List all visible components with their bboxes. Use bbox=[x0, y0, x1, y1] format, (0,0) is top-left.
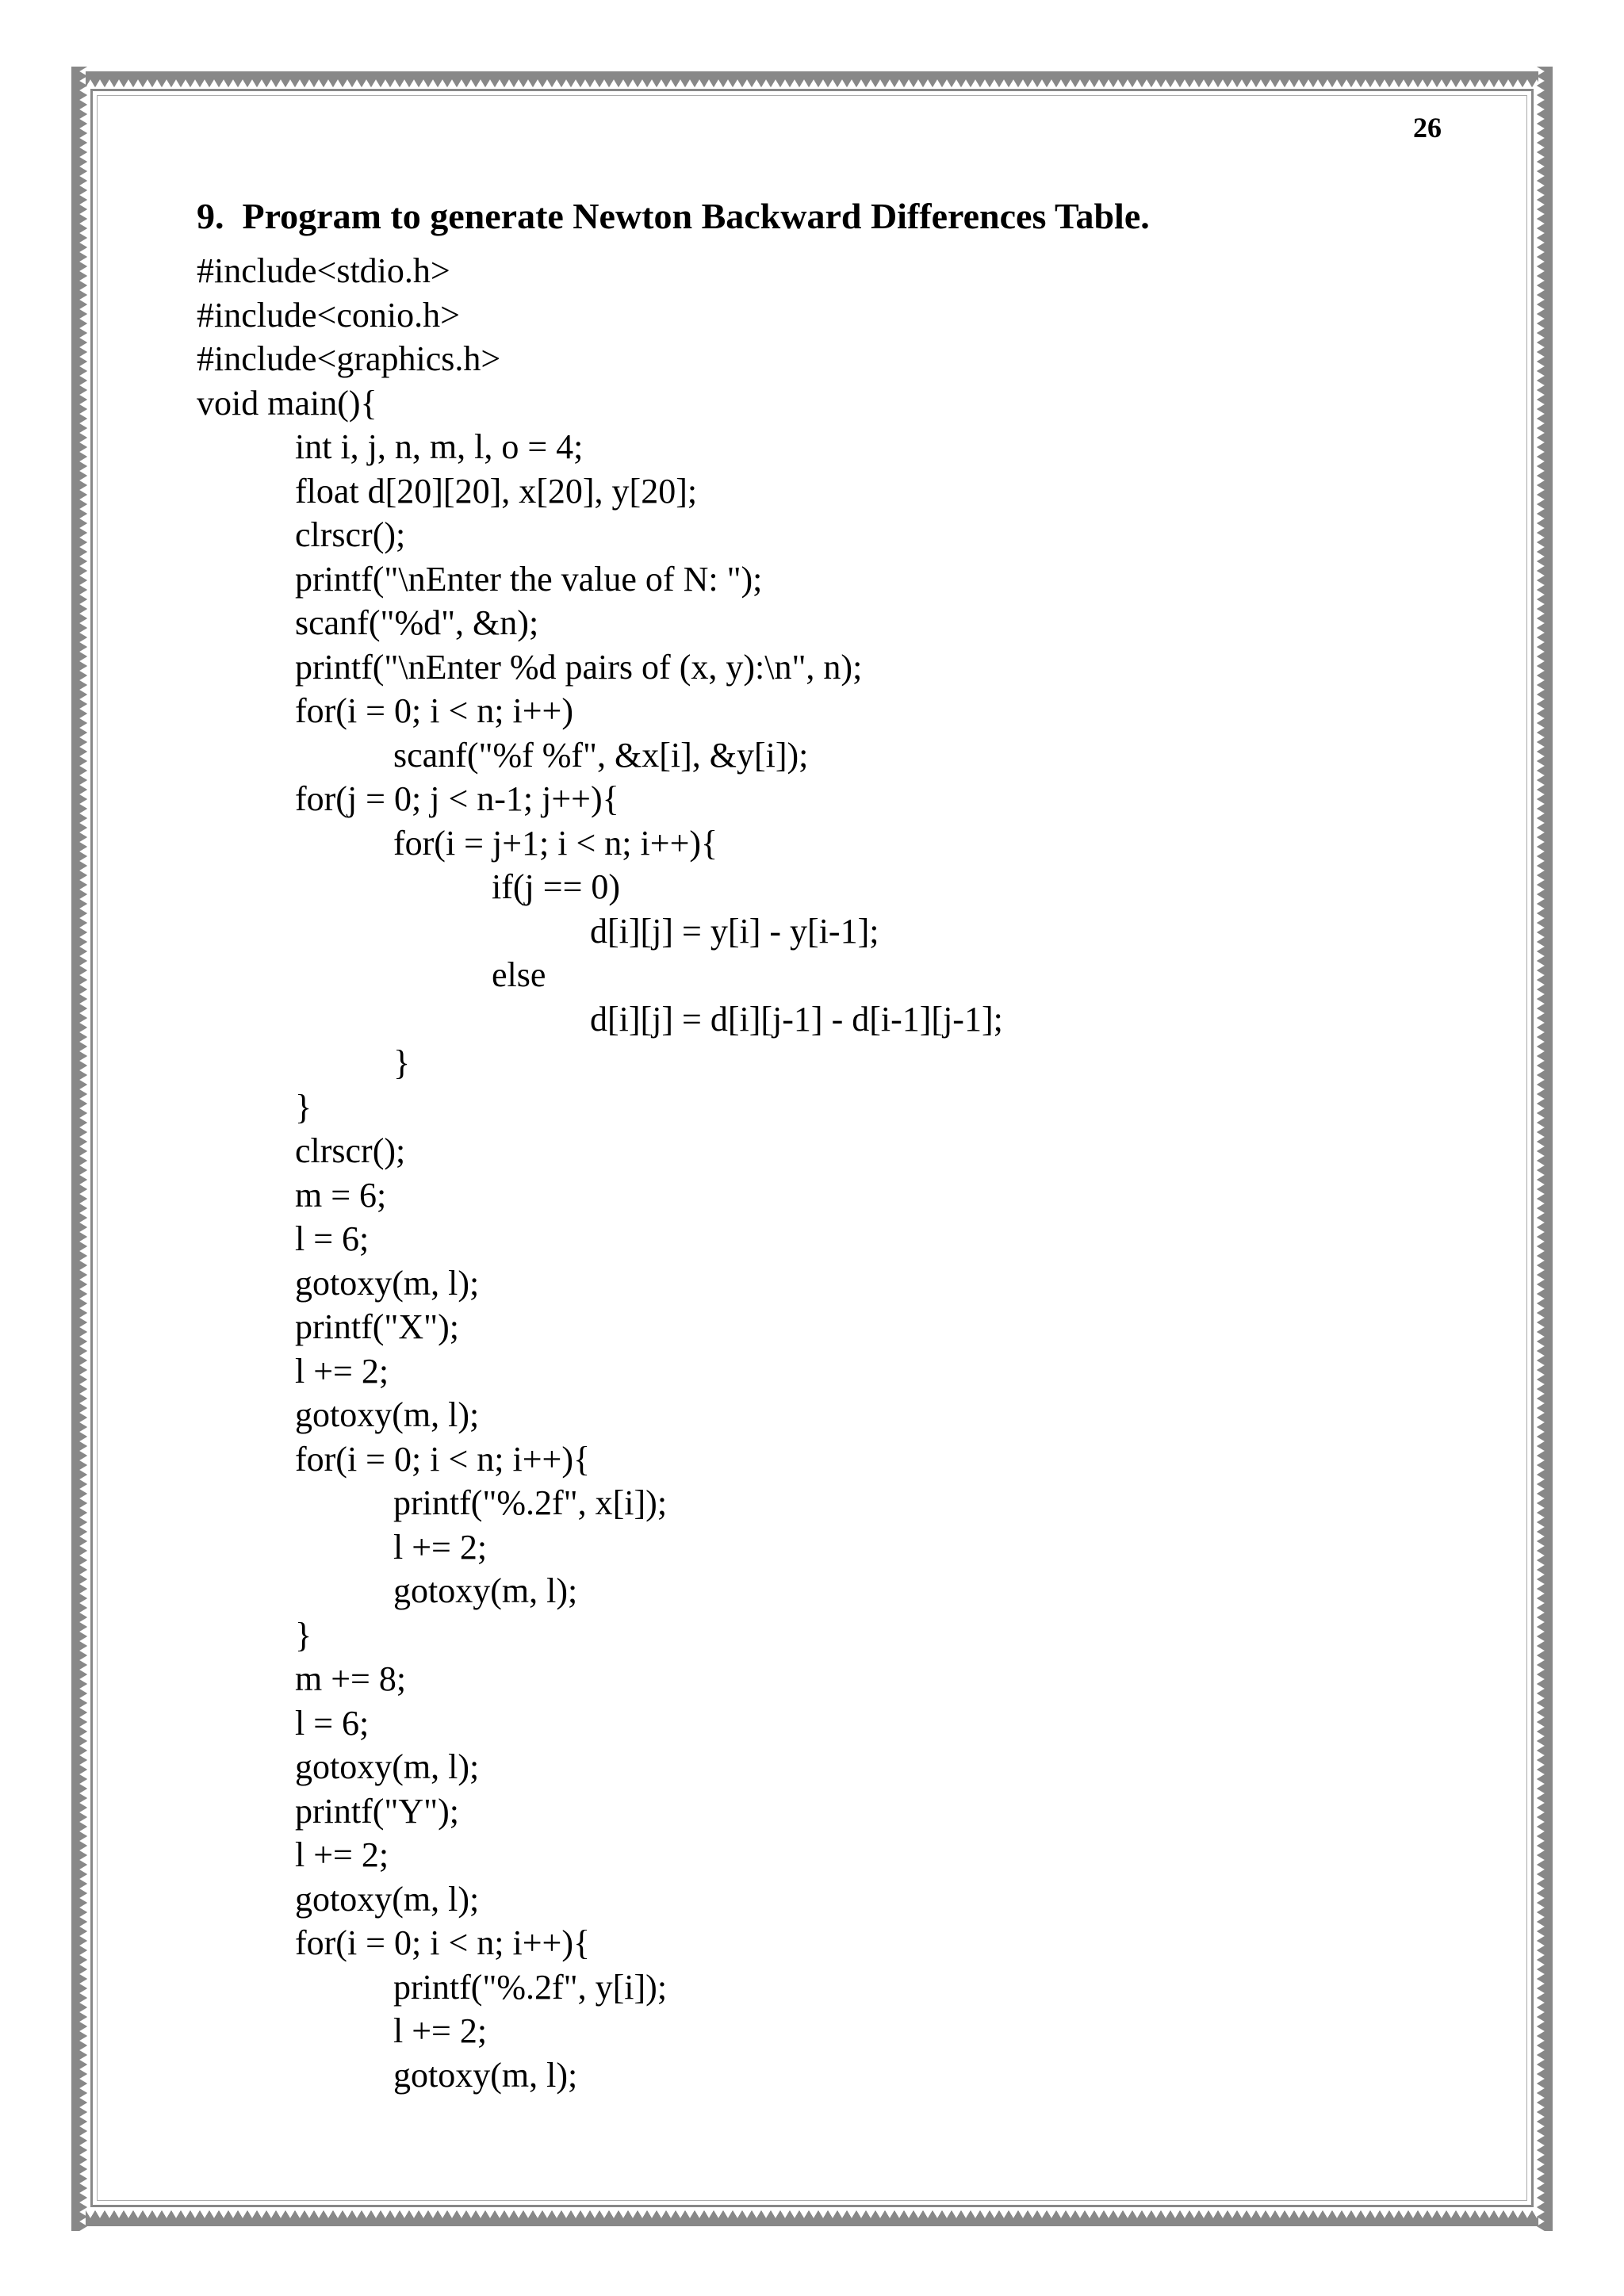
code-line: l += 2; bbox=[295, 1351, 389, 1391]
code-line: void main(){ bbox=[197, 383, 377, 423]
code-line: scanf("%d", &n); bbox=[295, 603, 539, 642]
code-line: printf("Y"); bbox=[295, 1791, 459, 1831]
code-line: printf("\nEnter %d pairs of (x, y):\n", n); bbox=[295, 647, 863, 687]
code-line: gotoxy(m, l); bbox=[393, 2055, 578, 2095]
code-line: scanf("%f %f", &x[i], &y[i]); bbox=[393, 735, 809, 775]
border-right-ornament bbox=[1537, 67, 1557, 2231]
code-line: l = 6; bbox=[295, 1219, 370, 1258]
code-line: else bbox=[492, 955, 546, 994]
code-line: printf("X"); bbox=[295, 1307, 459, 1346]
code-line: #include<graphics.h> bbox=[197, 339, 501, 378]
code-line: for(i = 0; i < n; i++) bbox=[295, 691, 573, 730]
code-line: gotoxy(m, l); bbox=[295, 1747, 480, 1786]
code-line: gotoxy(m, l); bbox=[295, 1879, 480, 1919]
code-line: d[i][j] = y[i] - y[i-1]; bbox=[590, 911, 879, 951]
code-line: int i, j, n, m, l, o = 4; bbox=[295, 427, 584, 466]
code-line: gotoxy(m, l); bbox=[295, 1263, 480, 1303]
code-line: #include<stdio.h> bbox=[197, 251, 450, 290]
code-line: m = 6; bbox=[295, 1175, 387, 1215]
code-line: for(i = 0; i < n; i++){ bbox=[295, 1439, 591, 1479]
code-line: for(i = j+1; i < n; i++){ bbox=[393, 823, 718, 863]
code-line: #include<conio.h> bbox=[197, 295, 460, 335]
code-line: printf("\nEnter the value of N: "); bbox=[295, 559, 763, 599]
code-line: m += 8; bbox=[295, 1659, 407, 1698]
code-line: clrscr(); bbox=[295, 1131, 406, 1170]
page-number: 26 bbox=[1413, 112, 1442, 144]
code-line: if(j == 0) bbox=[492, 867, 621, 906]
code-line: gotoxy(m, l); bbox=[393, 1571, 578, 1610]
code-line: l += 2; bbox=[393, 2011, 488, 2050]
code-line: } bbox=[393, 1043, 411, 1082]
code-line: d[i][j] = d[i][j-1] - d[i-1][j-1]; bbox=[590, 999, 1003, 1039]
code-line: l += 2; bbox=[393, 1527, 488, 1567]
code-line: for(j = 0; j < n-1; j++){ bbox=[295, 779, 619, 818]
section-heading: 9. Program to generate Newton Backward Differences Table. bbox=[197, 196, 1150, 236]
code-listing bbox=[197, 249, 1003, 2097]
border-bottom-ornament bbox=[86, 2210, 1538, 2231]
code-line: } bbox=[295, 1087, 312, 1127]
code-line: printf("%.2f", y[i]); bbox=[393, 1967, 668, 2007]
code-line: } bbox=[295, 1615, 312, 1655]
code-line: printf("%.2f", x[i]); bbox=[393, 1483, 668, 1522]
code-line: for(i = 0; i < n; i++){ bbox=[295, 1923, 591, 1962]
code-line: clrscr(); bbox=[295, 515, 406, 554]
border-left-ornament bbox=[67, 67, 87, 2231]
border-top-ornament bbox=[86, 67, 1538, 87]
code-line: float d[20][20], x[20], y[20]; bbox=[295, 471, 698, 511]
code-line: l += 2; bbox=[295, 1835, 389, 1874]
code-line: l = 6; bbox=[295, 1703, 370, 1743]
code-line: gotoxy(m, l); bbox=[295, 1395, 480, 1434]
